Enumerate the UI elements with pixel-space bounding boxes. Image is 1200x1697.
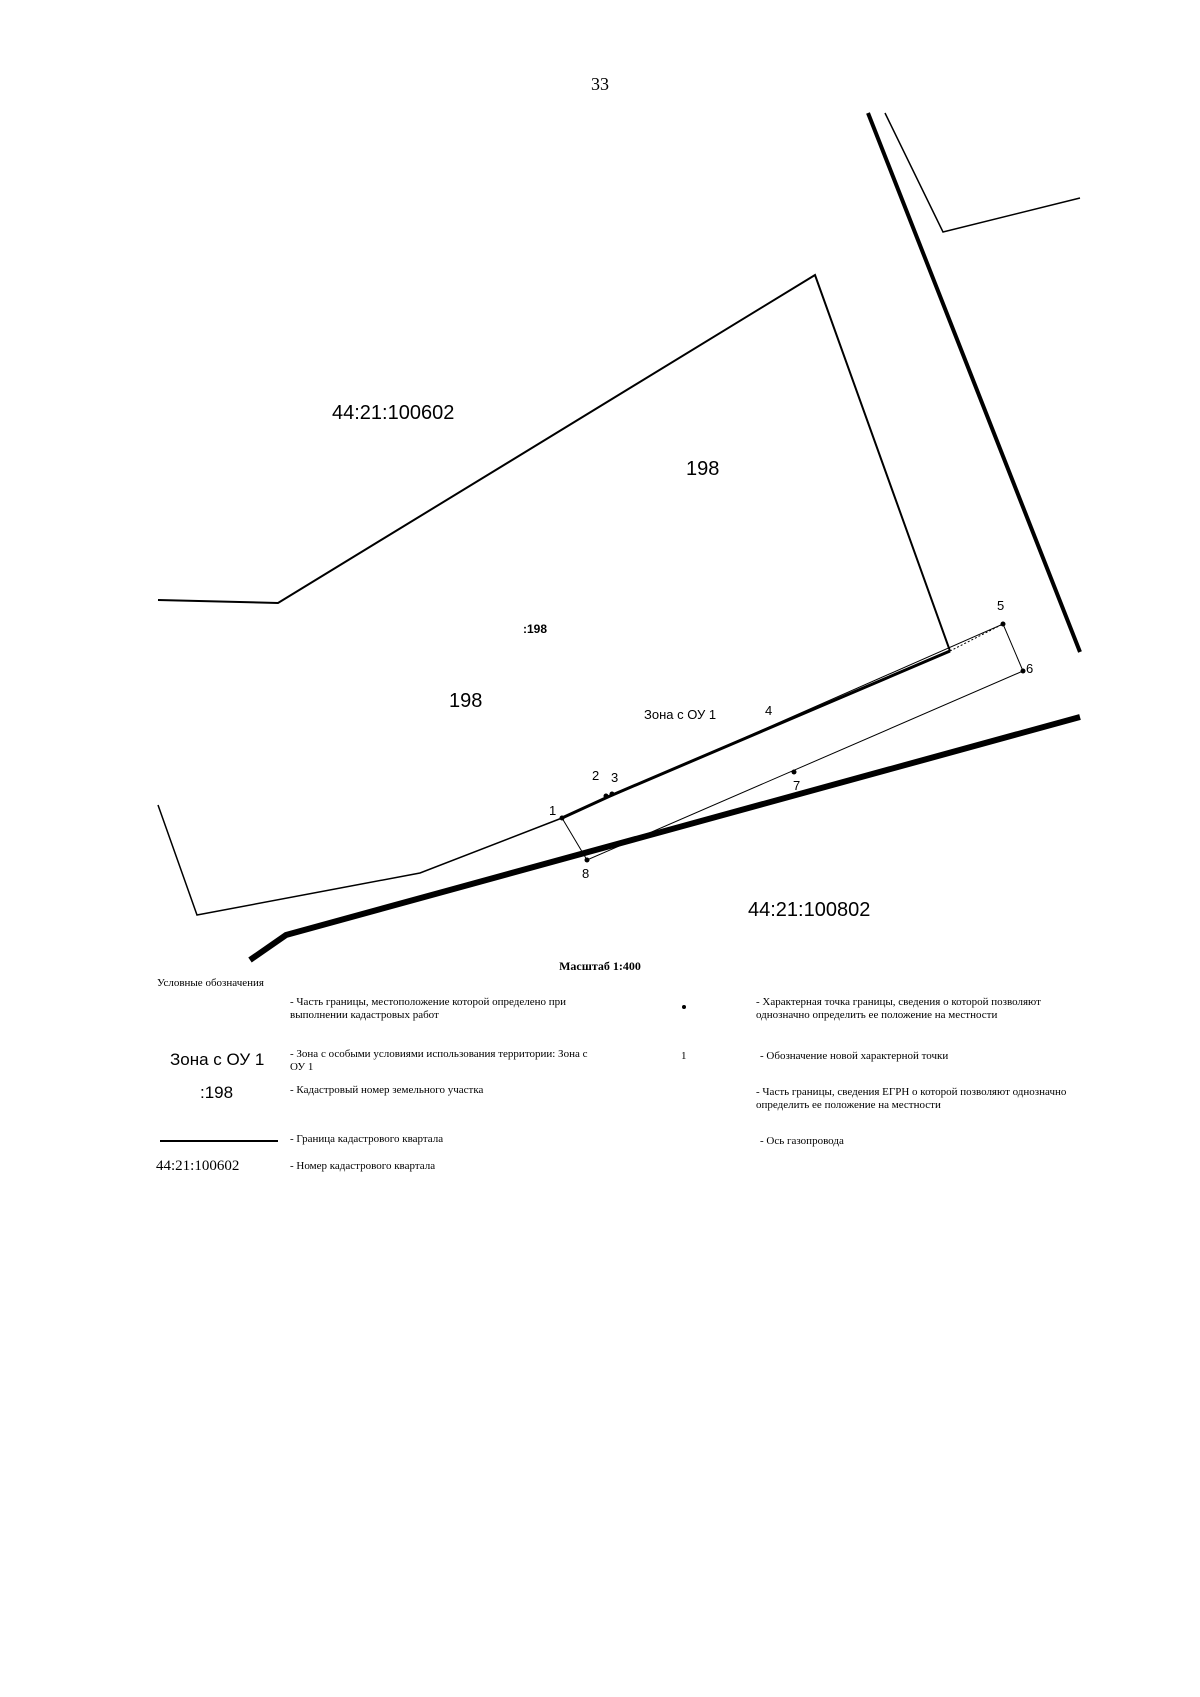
legend-quarter-boundary-line <box>160 1140 278 1142</box>
legend-parcel-symbol: :198 <box>200 1083 234 1102</box>
legend-new-point-desc: - Обозначение новой характерной точки <box>760 1050 949 1062</box>
point-label: 8 <box>582 866 590 881</box>
point-marker <box>604 794 609 799</box>
point-marker <box>1001 622 1006 627</box>
quarter-number-north: 44:21:100602 <box>332 402 455 424</box>
point-label: 3 <box>611 770 619 785</box>
legend-zone-symbol: Зона с ОУ 1 <box>170 1050 265 1069</box>
legend-heading: Условные обозначения <box>157 977 264 989</box>
legend-new-point-symbol: 1 <box>681 1050 687 1062</box>
legend-char-point-icon <box>682 1005 686 1009</box>
point-marker <box>585 858 590 863</box>
point-marker <box>610 792 615 797</box>
zone-label: Зона с ОУ 1 <box>644 707 717 722</box>
legend-parcel-desc: - Кадастровый номер земельного участка <box>290 1084 484 1096</box>
gas-pipeline-axis <box>950 624 1003 651</box>
point-label: 7 <box>793 778 801 793</box>
legend-boundary-part-desc: - Часть границы, местоположение которой определено при выполнении кадастровых работ <box>290 996 567 1021</box>
legend-char-point-desc: - Характерная точка границы, сведения о которой позволяют однозначно определить ее положение на местности <box>756 996 1041 1021</box>
legend-quarter-number-symbol: 44:21:100602 <box>156 1158 240 1174</box>
point-marker <box>1021 669 1026 674</box>
legend-quarter-number-desc: - Номер кадастрового квартала <box>290 1160 436 1172</box>
point-marker <box>792 770 797 775</box>
point-label: 4 <box>765 703 773 718</box>
legend-zone-desc: - Зона с особыми условиями использования территории: Зона с ОУ 1 <box>290 1048 588 1073</box>
page-number: 33 <box>591 74 609 94</box>
legend-gas-axis-desc: - Ось газопровода <box>760 1135 844 1147</box>
legend-egrn-part-desc: - Часть границы, сведения ЕГРН о которой позволяют однозначно определить ее положение на местности <box>756 1086 1067 1111</box>
parcel-label-upper: 198 <box>686 458 720 480</box>
quarter-number-south: 44:21:100802 <box>748 899 871 921</box>
point-label: 2 <box>592 768 600 783</box>
point-label: 5 <box>997 598 1005 613</box>
legend-quarter-boundary-desc: - Граница кадастрового квартала <box>290 1133 444 1145</box>
quarter-boundary-east <box>868 113 1080 652</box>
parcel-198-boundary-lower <box>158 805 562 915</box>
parcel-label-lower: 198 <box>449 690 483 712</box>
parcel-198-boundary <box>158 275 950 651</box>
point-label: 6 <box>1026 661 1034 676</box>
surveyed-boundary-part <box>562 651 950 818</box>
quarter-boundary-south <box>250 717 1080 960</box>
zone-ou1-outline <box>562 624 1023 860</box>
point-label: 1 <box>549 803 557 818</box>
point-marker <box>560 816 565 821</box>
neighbour-parcel-boundary <box>885 113 1080 232</box>
parcel-cadastral-number: :198 <box>523 622 548 636</box>
map-scale: Масштаб 1:400 <box>559 959 641 973</box>
